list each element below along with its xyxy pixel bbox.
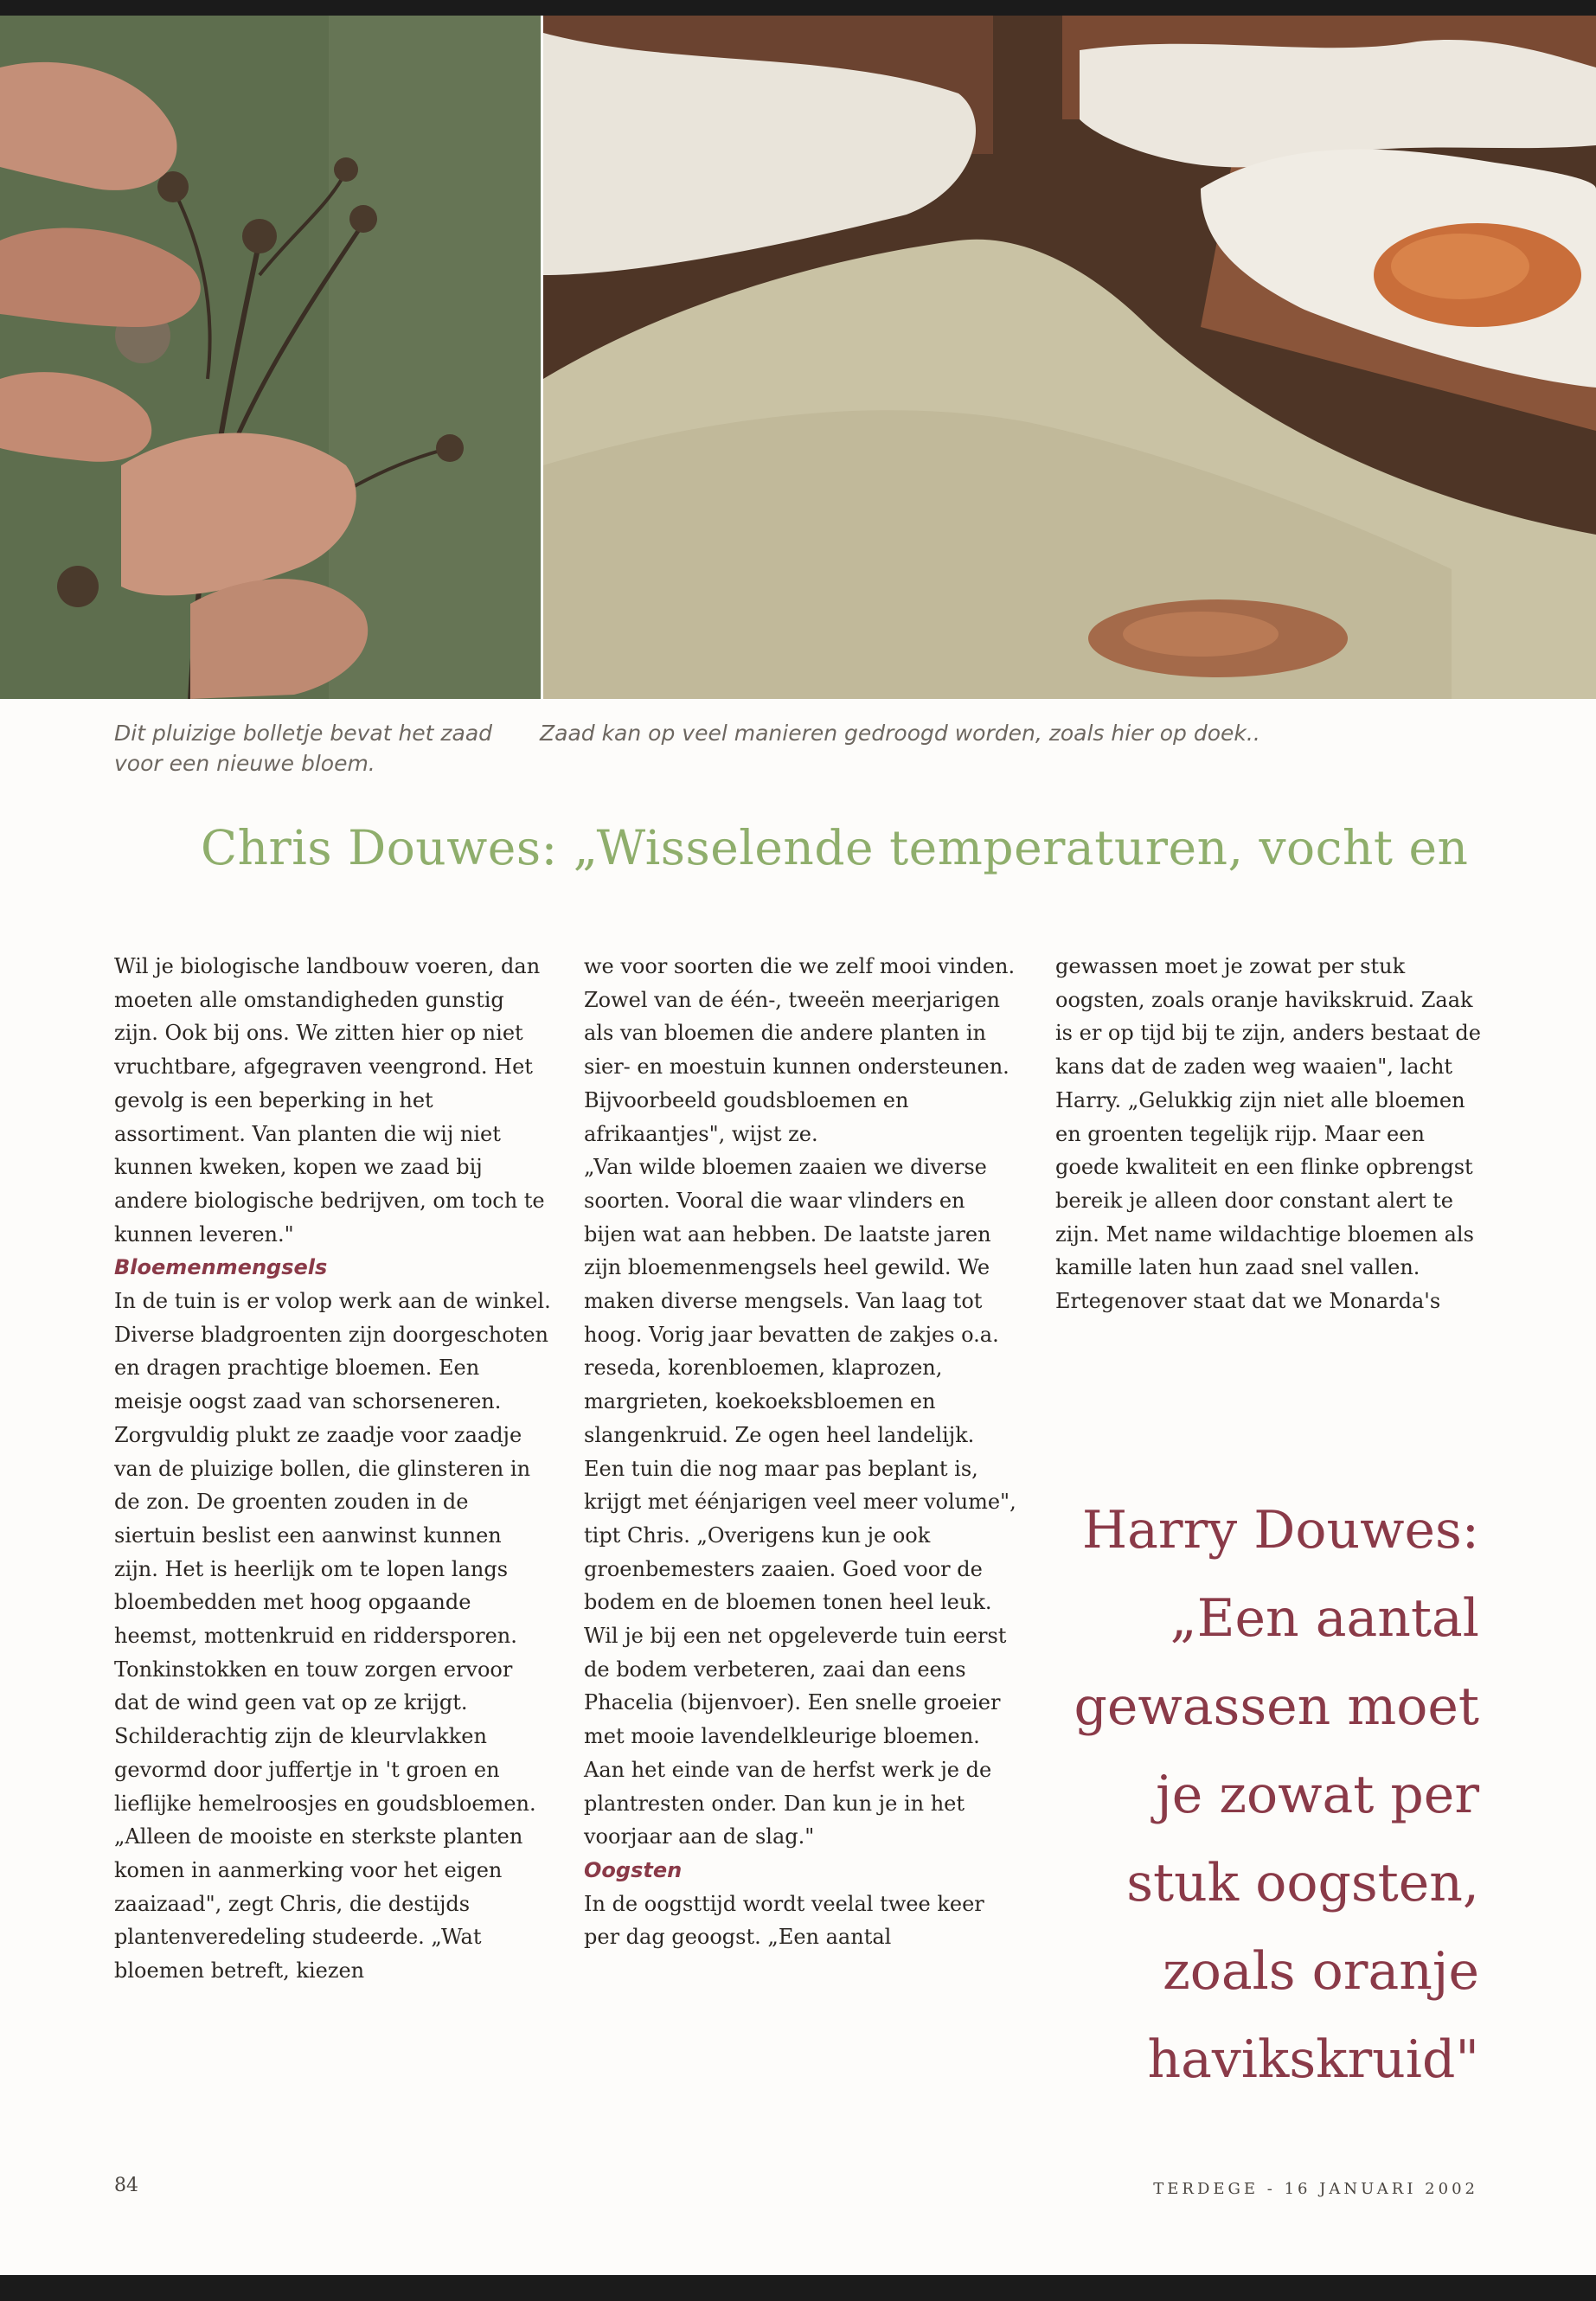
paragraph: gewassen moet je zowat per stuk oogsten, zoals oranje havikskruid. Zaak is er op tijd bij te zijn, anders bestaat de kans dat de zaden weg waaien", lacht Harry. „Gelukkig zijn niet alle bloemen en groenten tegelijk rijp. Maar een goede kwaliteit en een flinke opbrengst bereik je alleen door constant alert te zijn. Met name wildachtige bloemen als kamille laten hun zaad snel vallen. Ertegenover staat dat we Monarda's [1055,954,1481,1314]
top-border [0,0,1596,16]
bottom-border [0,2275,1596,2301]
publication-masthead: TERDEGE - 16 JANUARI 2002 [1153,2180,1478,2198]
paragraph: „Alleen de mooiste en sterkste planten komen in aanmerking voor het eigen zaaizaad", zegt Chris, die destijds plantenveredeling studeerde. „Wat bloemen betreft, kiezen [114,1824,523,1984]
pull-quote-line: gewassen moet [1074,1676,1479,1737]
paragraph: In de tuin is er volop werk aan de winkel. Diverse bladgroenten zijn doorgeschoten en dragen prachtige bloemen. Een meisje oogst zaad van schorseneren. Zorgvuldig plukt ze zaadje voor zaadje van de pluizige bollen, die glinsteren in de zon. De groenten zouden in de siertuin beslist een aanwinst kunnen zijn. Het is heerlijk om te lopen langs bloembedden met hoog opgaande heemst, mottenkruid en riddersporen. Tonkinstokken en touw zorgen ervoor dat de wind geen vat op ze krijgt. Schilderachtig zijn de kleurvlakken gevormd door juffertje in 't groen en lieflijke hemelroosjes en goudsbloemen. [114,1289,551,1816]
paragraph: „Van wilde bloemen zaaien we diverse soorten. Vooral die waar vlinders en bijen wat aan hebben. De laatste jaren zijn bloemenmengsels heel gewild. We maken diverse mengsels. Van laag tot hoog. Vorig jaar bevatten de zakjes o.a. reseda, korenbloemen, klaprozen, margrieten, koekoeksbloemen en slangenkruid. Ze ogen heel landelijk. Een tuin die nog maar pas beplant is, krijgt met éénjarigen veel meer volume", tipt Chris. „Overigens kun je ook groenbemesters zaaien. Goed voor de bodem en de bloemen tonen heel leuk. Wil je bij een net opgeleverde tuin eerst de bodem verbeteren, zaai dan eens Phacelia (bijenvoer). Een snelle groeier met mooie lavendelkleurige bloemen. Aan het einde van de herfst werk je de plantresten onder. Dan kun je in het voorjaar aan de slag." [584,1155,1016,1849]
subheading-oogsten: Oogsten [584,1857,683,1882]
pull-quote-line: zoals oranje [1163,1941,1479,2002]
caption-right-photo: Zaad kan op veel manieren gedroogd worden, zoals hier op doek.. [540,721,1260,746]
body-column-1 [114,950,551,1988]
pull-quote-line: Harry Douwes: [1081,1500,1479,1561]
pull-quote-line: stuk oogsten, [1126,1853,1479,1913]
page-number: 84 [114,2175,138,2196]
body-column-2 [584,950,1021,1954]
pull-quote-line: „Een aantal [1170,1588,1479,1649]
paragraph: we voor soorten die we zelf mooi vinden. Zowel van de één-, tweeën meerjarigen als van bloemen die andere planten in sier- en moestuin kunnen ondersteunen. Bijvoorbeeld goudsbloemen en afrikaantjes", wijst ze. [584,954,1016,1146]
body-column-3 [1055,950,1492,1318]
caption-left-photo: Dit pluizige bolletje bevat het zaad voor een nieuwe bloem. [114,721,493,776]
photo-seed-heads [0,16,541,699]
pull-quote [1051,1486,1479,2104]
subheading-bloemenmengsels: Bloemenmengsels [114,1255,328,1280]
photo-seeds-drying-on-cloth [543,16,1596,699]
pull-quote-line: je zowat per [1156,1765,1479,1825]
paragraph: In de oogsttijd wordt veelal twee keer per dag geoogst. „Een aantal [584,1891,984,1950]
seed-heads-illustration [0,16,541,699]
article-headline: Chris Douwes: „Wisselende temperaturen, vocht en [201,820,1469,875]
seed-drying-illustration [543,16,1596,699]
paragraph: Wil je biologische landbouw voeren, dan moeten alle omstandigheden gunstig zijn. Ook bij ons. We zitten hier op niet vruchtbare, afgegraven veengrond. Het gevolg is een beperking in het assortiment. Van planten die wij niet kunnen kweken, kopen we zaad bij andere biologische bedrijven, om toch te kunnen leveren." [114,954,545,1247]
pull-quote-line: havikskruid" [1147,2029,1479,2090]
